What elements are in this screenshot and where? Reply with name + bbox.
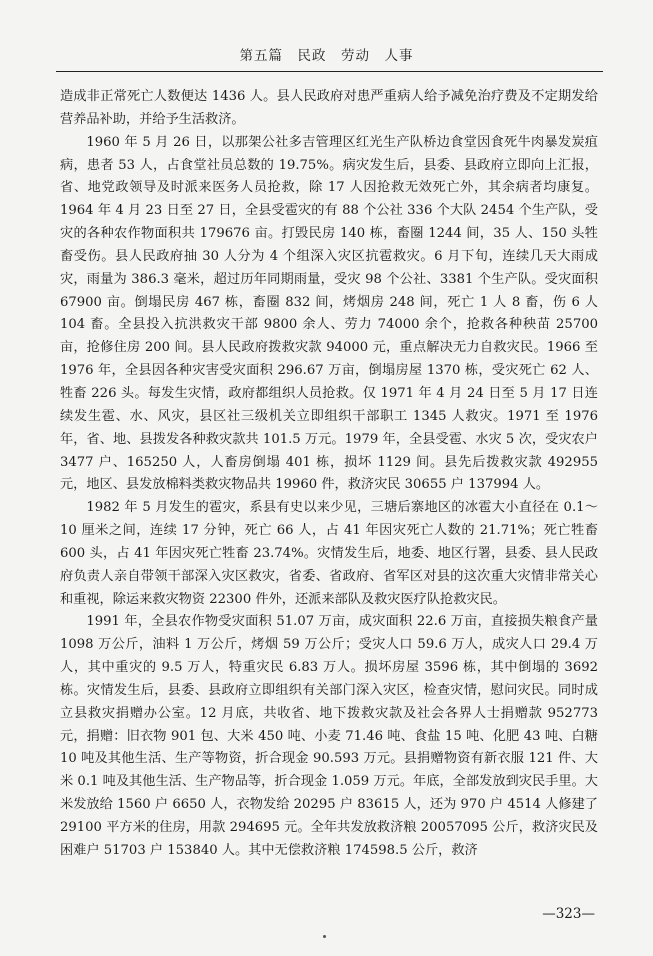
page-body xyxy=(60,86,598,863)
paragraph: 1982 年 5 月发生的雹灾，系县有史以来少见，三塘后寨地区的冰雹大小直径在 0.1～10 厘米之间，连续 17 分钟，死亡 66 人，占 41 年因灾死亡人数的 21.71%；死亡牲畜 600 头，占 41 年因灾死亡牲畜 23.74%。灾情发生后，地委、地区行署，县委、县人民政府负责人亲自带领干部深入灾区救灾，省委、省政府、省军区对县的这次重大灾情非常关心和重视，除运来救灾物资 22300 件外，还派来部队及救灾医疗队抢救灾民。 xyxy=(60,500,598,607)
paragraph: 1960 年 5 月 26 日，以那架公社多吉管理区红光生产队桥边食堂因食死牛肉暴发炭疽病，患者 53 人，占食堂社员总数的 19.75%。病灾发生后，县委、县政府立即向上汇报，省、地党政领导及时派来医务人员抢救，除 17 人因抢救无效死亡外，其余病者均康复。1964 年 4 月 23 日至 27 日，全县受雹灾的有 88 个公社 336 个大队 2454 个生产队，受灾的各种农作物面积共 179676 亩。打毁民房 140 栋，畜圈 1244 间，35 人、150 头牲畜受伤。县人民政府抽 30 人分为 4 个组深入灾区抗雹救灾。6 月下旬，连续几天大雨成灾，雨量为 386.3 毫米，超过历年同期雨量，受灾 98 个公社、3381 个生产队。受灾面积 67900 亩。倒塌民房 467 栋，畜圈 832 间，烤烟房 248 间，死亡 1 人 8 畜，伤 6 人 104 畜。全县投入抗洪救灾干部 9800 余人、劳力 74000 余个，抢救各种秧苗 25700 亩，抢修住房 200 间。县人民政府拨救灾款 94000 元，重点解决无力自救灾民。1966 至 1976 年，全县因各种灾害受灾面积 296.67 万亩，倒塌房屋 1370 栋，受灾死亡 62 人、牲畜 226 头。每发生灾情，政府都组织人员抢救。仅 1971 年 4 月 24 日至 5 月 17 日连续发生雹、水、风灾，县区社三级机关立即组织干部职工 1345 人救灾。1971 至 1976 年，省、地、县拨发各种救灾款共 101.5 万元。1979 年，全县受雹、水灾 5 次，受灾农户 3477 户、165250 人，人畜房倒塌 401 栋，损坏 1129 间。县先后拨救灾款 492955 元，地区、县发放棉料类救灾物品共 19960 件，救济灾民 30655 户 137994 人。 xyxy=(60,134,598,493)
header-rule xyxy=(56,71,603,72)
paragraph: 造成非正常死亡人数便达 1436 人。县人民政府对患严重病人给予减免治疗费及不定期发给营养品补助，并给予生活救济。 xyxy=(60,89,598,127)
running-header: 第五篇 民政 劳动 人事 xyxy=(239,48,414,64)
page-number: —323— xyxy=(542,906,595,922)
paragraph: 1991 年，全县农作物受灾面积 51.07 万亩，成灾面积 22.6 万亩，直接损失粮食产量 1098 万公斤，油料 1 万公斤，烤烟 59 万公斤；受灾人口 59.6 万人，成灾人口 29.4 万人，其中重灾的 9.5 万人，特重灾民 6.83 万人。损坏房屋 3596 栋，其中倒塌的 3692 栋。灾情发生后，县委、县政府立即组织有关部门深入灾区，检查灾情，慰问灾民。同时成立县救灾捐赠办公室。12 月底，共收省、地下拨救灾款及社会各界人士捐赠款 952773 元，捐赠：旧衣物 901 包、大米 450 吨、小麦 71.46 吨、食盐 15 吨、化肥 43 吨、白糖 10 吨及其他生活、生产等物资，折合现金 90.593 万元。县捐赠物资有新衣服 121 件、大米 0.1 吨及其他生活、生产物品等，折合现金 1.059 万元。年底，全部发放到灾民手里。大米发放给 1560 户 6650 人，衣物发给 20295 户 83615 人，还为 970 户 4514 人修建了 29100 平方米的住房，用款 294695 元。全年共发放救济粮 20057095 公斤，救济灾民及困难户 51703 户 153840 人。其中无偿救济粮 174598.5 公斤，救济 xyxy=(60,614,598,858)
scan-speck xyxy=(323,935,326,938)
